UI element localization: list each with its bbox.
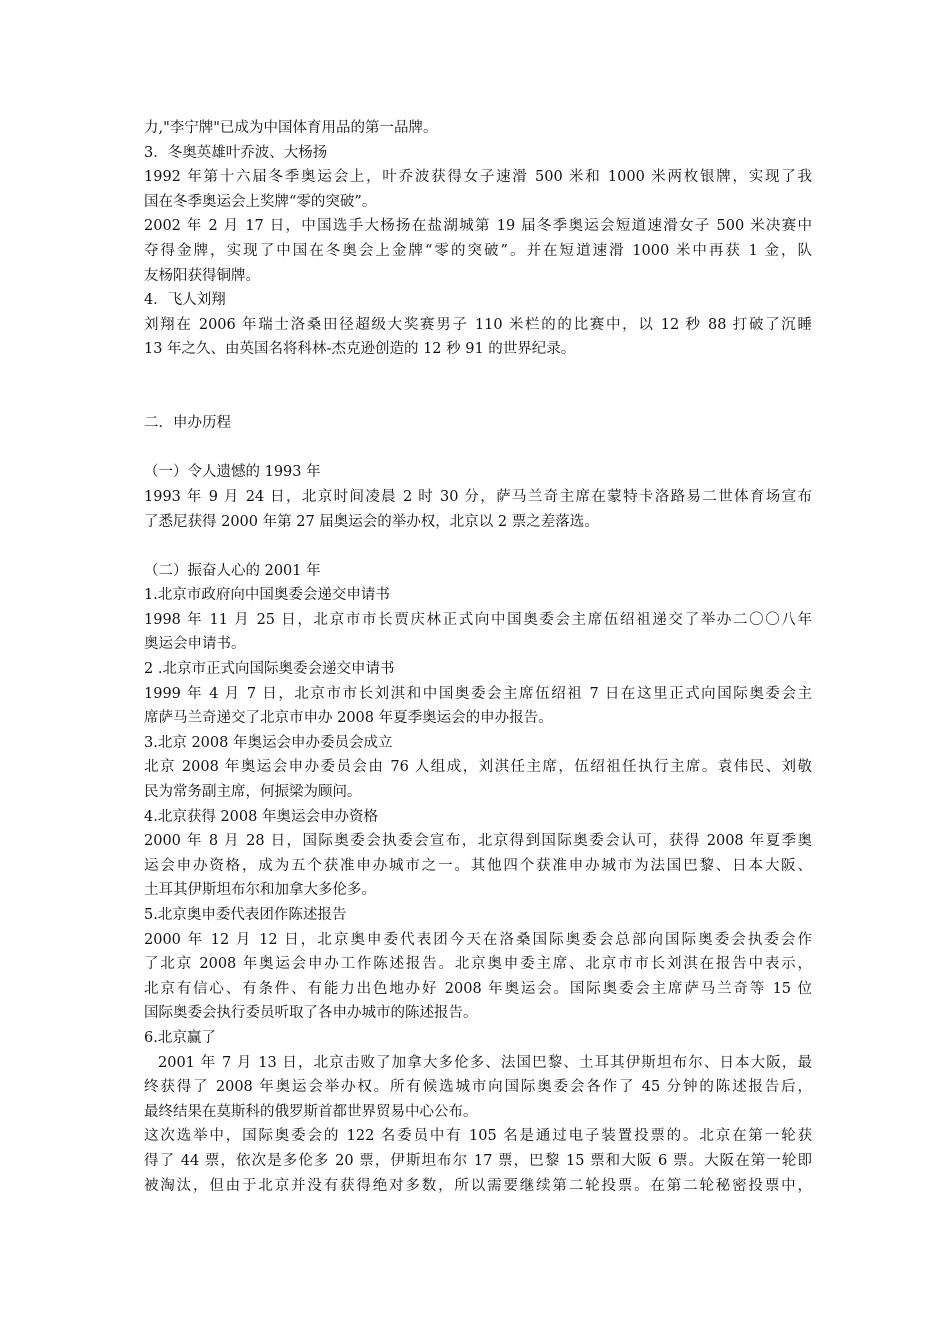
paragraph-line: 1999 年 4 月 7 日，北京市市长刘淇和中国奥委会主席伍绍祖 7 日在这里正式向国际奥委会主 (144, 685, 812, 702)
subheading: 6.北京赢了 (144, 1029, 216, 1046)
subheading: 2 .北京市正式向国际奥委会递交申请书 (144, 661, 395, 678)
paragraph-line: 刘翔在 2006 年瑞士洛桑田径超级大奖赛男子 110 米栏的的比赛中，以 12 秒 88 打破了沉睡 (144, 316, 812, 333)
subheading: 4.北京获得 2008 年奥运会申办资格 (144, 808, 378, 825)
paragraph-line: 13 年之久、由英国名将科林-杰克逊创造的 12 秒 91 的世界纪录。 (144, 341, 576, 358)
paragraph-line: 席萨马兰奇递交了北京市申办 2008 年夏季奥运会的申办报告。 (144, 710, 553, 727)
paragraph-line: 民为常务副主席，何振梁为顾问。 (144, 784, 362, 801)
paragraph-line: 2000 年 12 月 12 日，北京奥申委代表团今天在洛桑国际奥委会总部向国际奥委会执委会作 (144, 931, 812, 948)
document-page (144, 116, 812, 1198)
subheading: （一）令人遗憾的 1993 年 (144, 464, 321, 481)
paragraph-line: 1993 年 9 月 24 日，北京时间凌晨 2 时 30 分，萨马兰奇主席在蒙特卡洛路易二世体育场宣布 (144, 488, 812, 505)
paragraph-line: 力,"李宁牌"已成为中国体育用品的第一品牌。 (144, 120, 438, 136)
spacer (144, 362, 812, 411)
paragraph-line: 终获得了 2008 年奥运会举办权。所有候选城市向国际奥委会各作了 45 分钟的陈述报告后， (144, 1079, 812, 1096)
paragraph-line: 2000 年 8 月 28 日，国际奥委会执委会宣布，北京得到国际奥委会认可，获得 2008 年夏季奥 (144, 833, 812, 850)
subheading: 5.北京奥申委代表团作陈述报告 (144, 907, 347, 923)
paragraph-line: 2001 年 7 月 13 日，北京击败了加拿大多伦多、法国巴黎、土耳其伊斯坦布尔、日本大阪，最 (158, 1054, 812, 1071)
paragraph-line: 最终结果在莫斯科的俄罗斯首都世界贸易中心公布。 (144, 1103, 478, 1120)
paragraph-line: 1992 年第十六届冬季奥运会上，叶乔波获得女子速滑 500 米和 1000 米两枚银牌，实现了我 (144, 169, 812, 186)
paragraph-line: 北京 2008 年奥运会申办委员会由 76 人组成，刘淇任主席，伍绍祖任执行主席。袁伟民、刘敬 (144, 759, 812, 776)
paragraph-line: 北京有信心、有条件、有能力出色地办好 2008 年奥运会。国际奥委会主席萨马兰奇等 15 位 (144, 980, 812, 997)
spacer (144, 534, 812, 559)
section-heading: 二．申办历程 (144, 415, 231, 432)
paragraph-line: 得了 44 票，依次是多伦多 20 票，伊斯坦布尔 17 票，巴黎 15 票和大阪 6 票。大阪在第一轮即 (144, 1152, 812, 1169)
paragraph-line: 了北京 2008 年奥运会申办工作陈述报告。北京奥申委主席、北京市市长刘淇在报告中表示， (144, 956, 812, 973)
paragraph-line: 奥运会申请书。 (144, 636, 246, 653)
paragraph-line: 被淘汰，但由于北京并没有获得绝对多数，所以需要继续第二轮投票。在第二轮秘密投票中， (144, 1177, 812, 1194)
spacer (144, 436, 812, 461)
paragraph-line: 了悉尼获得 2000 年第 27 届奥运会的举办权，北京以 2 票之差落选。 (144, 513, 599, 530)
paragraph-line: 土耳其伊斯坦布尔和加拿大多伦多。 (144, 882, 376, 899)
paragraph-line: 运会申办资格，成为五个获准申办城市之一。其他四个获准申办城市为法国巴黎、日本大阪、 (144, 857, 812, 874)
subheading: 4．飞人刘翔 (144, 292, 226, 309)
paragraph-line: 友杨阳获得铜牌。 (144, 267, 260, 284)
paragraph-line: 2002 年 2 月 17 日，中国选手大杨扬在盐湖城第 19 届冬季奥运会短道速滑女子 500 米决赛中 (144, 218, 812, 235)
paragraph-line: 国际奥委会执行委员听取了各申办城市的陈述报告。 (144, 1005, 478, 1022)
paragraph-line: 1998 年 11 月 25 日，北京市市长贾庆林正式向中国奥委会主席伍绍祖递交了举办二〇〇八年 (144, 611, 812, 628)
paragraph-line: 夺得金牌，实现了中国在冬奥会上金牌“零的突破”。并在短道速滑 1000 米中再获 1 金，队 (144, 242, 812, 259)
subheading: （二）振奋人心的 2001 年 (144, 562, 321, 579)
subheading: 3.北京 2008 年奥运会申办委员会成立 (144, 734, 393, 751)
subheading: 1.北京市政府向中国奥委会递交申请书 (144, 587, 390, 604)
paragraph-line: 这次选举中，国际奥委会的 122 名委员中有 105 名是通过电子装置投票的。北京在第一轮获 (144, 1128, 812, 1145)
paragraph-line: 国在冬季奥运会上奖牌“零的突破”。 (144, 193, 377, 210)
subheading: 3．冬奥英雄叶乔波、大杨扬 (144, 144, 328, 161)
